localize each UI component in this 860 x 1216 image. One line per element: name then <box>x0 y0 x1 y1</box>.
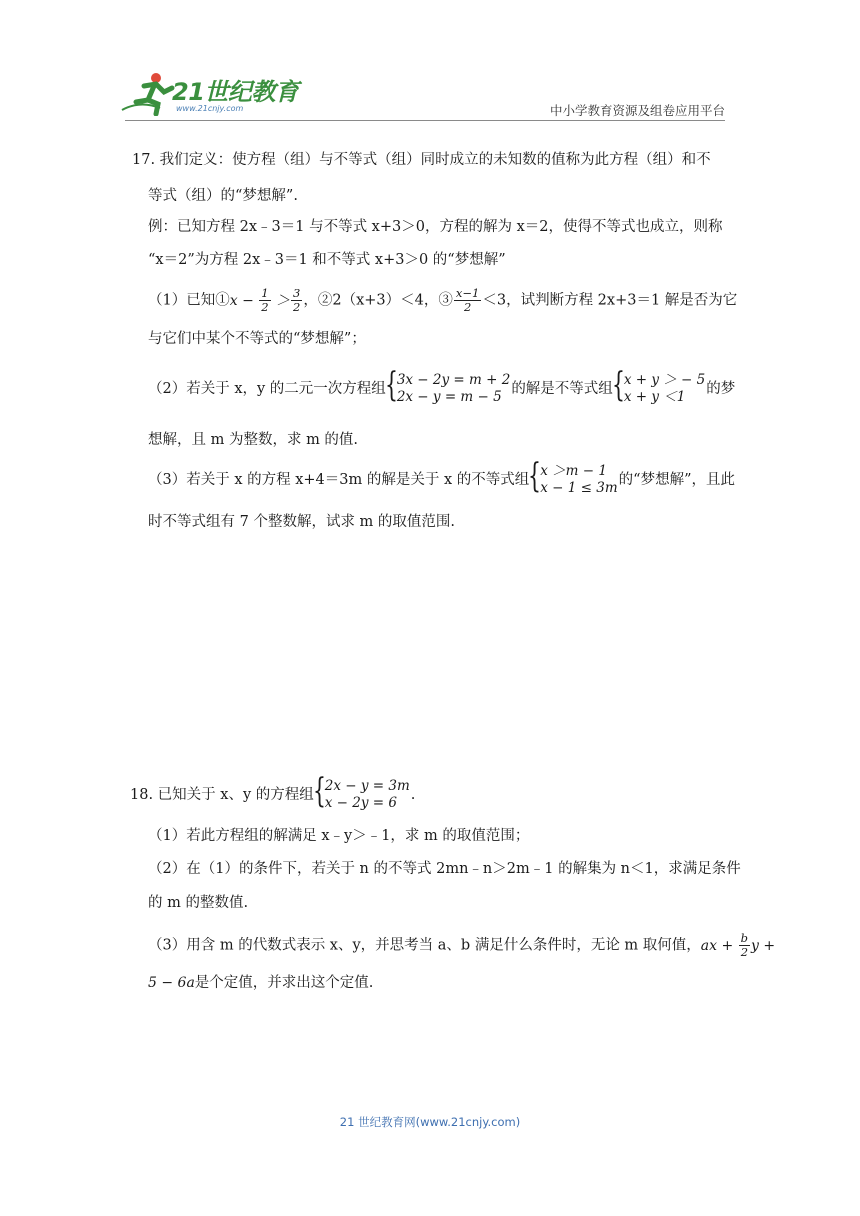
q18-part1: （1）若此方程组的解满足 x﹣y＞﹣1，求 m 的取值范围； <box>148 828 530 844</box>
q18-part2-line1: （2）在（1）的条件下，若关于 n 的不等式 2mn﹣n＞2m﹣1 的解集为 n＜1，求满足条件 <box>148 861 741 877</box>
ineq1: x − $\frac{1}{2}$ ＞ $\frac{3}{2}$ <box>229 286 301 315</box>
q17-part3-prefix: （3）若关于 x 的方程 x+4＝3m 的解是关于 x 的不等式组 <box>148 471 530 488</box>
inequality-system-1: { x + y ＞ − 5 x + y ＜1 <box>611 365 706 405</box>
sys3-row1: x ＞m − 1 <box>540 463 607 479</box>
sys2-row1: x + y ＞ − 5 <box>623 372 706 388</box>
expression-ax-b2y: ax + $\frac{b}{2}$ y + <box>700 931 776 960</box>
inequality-system-2: { x ＞m − 1 x − 1 ≤ 3m <box>528 456 618 496</box>
logo-url: www.21cnjy.com <box>176 104 244 113</box>
frac-1-2: $\frac{1}{2}$ <box>261 286 269 315</box>
q17-part1-line2: 与它们中某个不等式的“梦想解”； <box>148 331 366 347</box>
q18-intro <box>130 771 416 812</box>
logo-text: 21世纪教育 <box>172 78 299 106</box>
q17-part3-line1 <box>148 456 735 497</box>
q18-intro-end: . <box>410 786 416 803</box>
q18-part3-line2 <box>148 971 373 992</box>
q17-part2-prefix: （2）若关于 x，y 的二元一次方程组 <box>148 380 386 397</box>
expression-5-minus-6a: 5 − 6a <box>148 975 195 991</box>
equation-system-1: { 3x − 2y = m + 2 2x − y = m − 5 <box>384 365 511 405</box>
frac-b-2: $\frac{b}{2}$ <box>740 931 749 960</box>
equation-system-2: { 2x − y = 3m x − 2y = 6 <box>312 771 410 811</box>
running-man-icon <box>120 70 180 116</box>
frac-x-minus-1-over-2: $\frac{x-1}{2}$ <box>455 286 480 315</box>
q18-sys-row2: x − 2y = 6 <box>324 794 397 811</box>
platform-title: 中小学教育资源及组卷应用平台 <box>549 103 725 118</box>
q18-sys-row1: 2x − y = 3m <box>324 778 410 794</box>
q17-part2-suffix: 的梦 <box>706 380 736 397</box>
q17-intro-line1: 17. 我们定义：使方程（组）与不等式（组）同时成立的未知数的值称为此方程（组）和不 <box>132 152 711 168</box>
q17-part1-mid: ，②2（x+3）＜4，③ <box>303 292 453 309</box>
q17-part1-prefix: （1）已知① <box>148 292 230 309</box>
sys1-row2: 2x − y = m − 5 <box>396 388 502 405</box>
sys2-row2: x + y ＜1 <box>623 388 686 405</box>
q18-part2-line2: 的 m 的整数值. <box>148 895 249 911</box>
q17-example-line1: 例：已知方程 2x﹣3＝1 与不等式 x+3＞0，方程的解为 x＝2，使得不等式也成立，则称 <box>148 219 723 235</box>
frac-3-2: $\frac{3}{2}$ <box>293 286 301 315</box>
q17-part2-line2: 想解，且 m 为整数，求 m 的值. <box>148 432 359 448</box>
q17-intro-line2: 等式（组）的“梦想解”. <box>148 188 298 204</box>
q18-intro-text: 18. 已知关于 x、y 的方程组 <box>130 786 314 803</box>
footer-link[interactable]: 21 世纪教育网(www.21cnjy.com) <box>339 1115 521 1129</box>
q18-part3-text: （3）用含 m 的代数式表示 x、y，并思考当 a、b 满足什么条件时，无论 m 取何值， <box>148 937 701 954</box>
q17-part2-mid: 的解是不等式组 <box>511 380 613 397</box>
q17-part1-line1 <box>148 287 737 314</box>
header-divider <box>125 120 725 121</box>
q18-part3-suffix: 是个定值，并求出这个定值. <box>194 975 374 991</box>
q17-part2-line1 <box>148 365 736 406</box>
q17-part3-line2: 时不等式组有 7 个整数解，试求 m 的取值范围. <box>148 514 456 530</box>
q17-part3-suffix: 的“梦想解”，且此 <box>618 471 735 488</box>
q18-part3-line1 <box>148 932 775 959</box>
sys1-row1: 3x − 2y = m + 2 <box>396 372 511 388</box>
q17-part1-suffix: ＜3，试判断方程 2x+3＝1 解是否为它 <box>482 292 738 309</box>
sys3-row2: x − 1 ≤ 3m <box>540 479 618 496</box>
q17-example-line2: “x＝2”为方程 2x﹣3＝1 和不等式 x+3＞0 的“梦想解” <box>148 252 506 268</box>
